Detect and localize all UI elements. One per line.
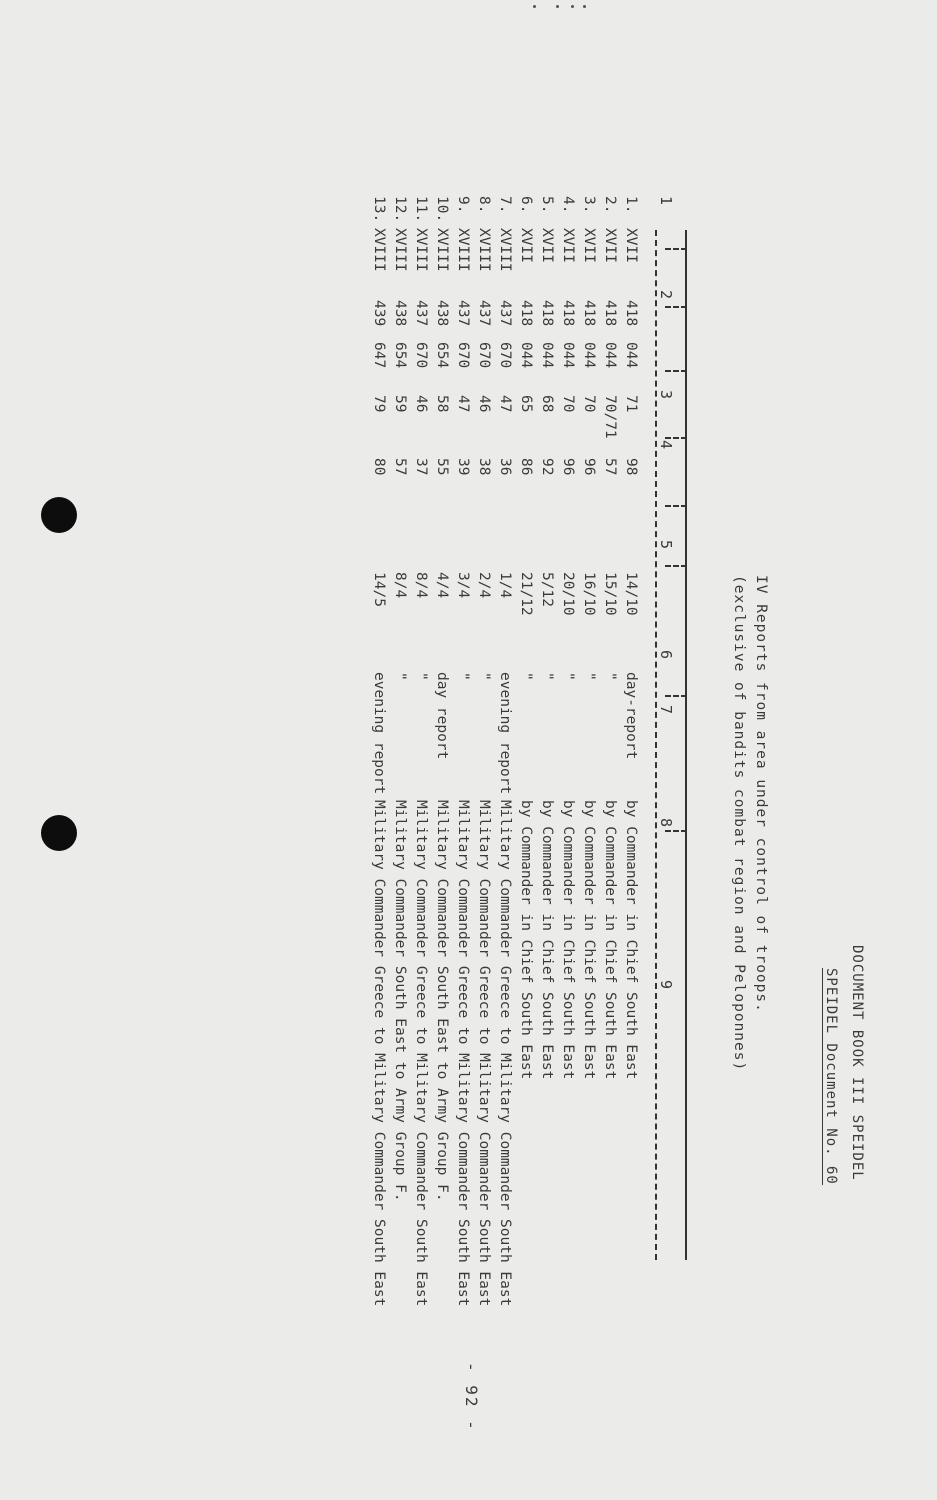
cell-type: evening report [371, 672, 387, 795]
cell-c6: 55 [434, 458, 450, 476]
cell-date: 21/12 [518, 572, 534, 616]
cell-c5: 47 [455, 395, 471, 413]
cell-c6: 38 [476, 458, 492, 476]
document-number-heading: SPEIDEL Document No. 60 [823, 968, 839, 1185]
cell-corps: XVIII [455, 228, 471, 272]
cell-date: 8/4 [413, 572, 429, 599]
cell-div: 418 [518, 300, 534, 327]
cell-date: 8/4 [392, 572, 408, 599]
cell-date: 5/12 [539, 572, 555, 607]
cell-reg: 670 [455, 342, 471, 369]
column-divider [665, 565, 687, 567]
cell-c5: 46 [476, 395, 492, 413]
cell-div: 437 [413, 300, 429, 327]
cell-reg: 670 [476, 342, 492, 369]
cell-c6: 57 [602, 458, 618, 476]
cell-by: Military Commander Greece to Military Commander South East [497, 800, 513, 1307]
cell-reg: 044 [602, 342, 618, 369]
cell-date: 14/10 [623, 572, 639, 616]
cell-by: Military Commander South East to Army Group F. [392, 800, 408, 1202]
page-number: - 92 - [462, 1362, 481, 1432]
cell-reg: 044 [518, 342, 534, 369]
cell-c5: 79 [371, 395, 387, 413]
cell-corps: XVII [560, 228, 576, 263]
cell-c5: 47 [497, 395, 513, 413]
cell-reg: 044 [581, 342, 597, 369]
cell-by: by Commander in Chief South East [539, 800, 555, 1080]
cell-div: 418 [581, 300, 597, 327]
cell-type: " [581, 672, 597, 681]
cell-date: 4/4 [434, 572, 450, 599]
column-number: 7 [657, 705, 675, 715]
table-header-rule [655, 230, 657, 1260]
cell-date: 20/10 [560, 572, 576, 616]
cell-by: Military Commander Greece to Military Commander South East [476, 800, 492, 1307]
cell-c6: 96 [581, 458, 597, 476]
section-title: IV Reports from area under control of troops. [753, 575, 769, 1013]
column-number: 2 [657, 290, 675, 300]
cell-c5: 70 [560, 395, 576, 413]
cell-reg: 670 [413, 342, 429, 369]
cell-div: 438 [434, 300, 450, 327]
cell-corps: XVII [539, 228, 555, 263]
cell-corps: XVIII [497, 228, 513, 272]
cell-date: 15/10 [602, 572, 618, 616]
column-number: 9 [657, 980, 675, 990]
column-divider [665, 370, 687, 372]
column-divider [665, 505, 687, 507]
cell-c6: 39 [455, 458, 471, 476]
cell-by: Military Commander Greece to Military Commander South East [455, 800, 471, 1307]
cell-date: 3/4 [455, 572, 471, 599]
cell-date: 16/10 [581, 572, 597, 616]
cell-div: 418 [539, 300, 555, 327]
cell-c5: 71 [623, 395, 639, 413]
cell-no: 8. [476, 196, 492, 214]
cell-c5: 59 [392, 395, 408, 413]
column-divider [665, 437, 687, 439]
cell-by: by Commander in Chief South East [602, 800, 618, 1080]
cell-c6: 96 [560, 458, 576, 476]
cell-c6: 86 [518, 458, 534, 476]
cell-type: " [539, 672, 555, 681]
cell-no: 1. [623, 196, 639, 214]
cell-div: 438 [392, 300, 408, 327]
cell-reg: 044 [539, 342, 555, 369]
cell-c5: 46 [413, 395, 429, 413]
column-number: 4 [657, 440, 675, 450]
cell-div: 439 [371, 300, 387, 327]
cell-type: day-report [623, 672, 639, 760]
cell-by: by Commander in Chief South East [518, 800, 534, 1080]
cell-type: " [476, 672, 492, 681]
cell-c5: 65 [518, 395, 534, 413]
cell-reg: 647 [371, 342, 387, 369]
cell-corps: XVII [581, 228, 597, 263]
cell-div: 437 [497, 300, 513, 327]
column-number: 1 [657, 196, 675, 206]
column-number: 6 [657, 650, 675, 660]
cell-no: 12. [392, 196, 408, 223]
cell-div: 418 [623, 300, 639, 327]
cell-date: 2/4 [476, 572, 492, 599]
cell-c5: 58 [434, 395, 450, 413]
column-divider [665, 695, 687, 697]
section-subtitle: (exclusive of bandits combat region and Peloponnes) [731, 575, 747, 1072]
cell-reg: 670 [497, 342, 513, 369]
cell-corps: XVIII [434, 228, 450, 272]
cell-reg: 044 [623, 342, 639, 369]
cell-no: 6. [518, 196, 534, 214]
cell-corps: XVIII [371, 228, 387, 272]
cell-c6: 57 [392, 458, 408, 476]
cell-by: by Commander in Chief South East [581, 800, 597, 1080]
cell-div: 437 [476, 300, 492, 327]
cell-no: 4. [560, 196, 576, 214]
cell-corps: XVII [602, 228, 618, 263]
cell-by: Military Commander South East to Army Group F. [434, 800, 450, 1202]
cell-type: " [455, 672, 471, 681]
cell-by: by Commander in Chief South East [560, 800, 576, 1080]
cell-corps: XVIII [413, 228, 429, 272]
cell-corps: XVIII [392, 228, 408, 272]
cell-c5: 70 [581, 395, 597, 413]
cell-date: 14/5 [371, 572, 387, 607]
column-divider [665, 830, 687, 832]
cell-div: 437 [455, 300, 471, 327]
cell-div: 418 [560, 300, 576, 327]
cell-c6: 92 [539, 458, 555, 476]
cell-no: 10. [434, 196, 450, 223]
cell-corps: XVII [518, 228, 534, 263]
cell-type: " [560, 672, 576, 681]
cell-by: Military Commander Greece to Military Commander South East [413, 800, 429, 1307]
cell-c6: 36 [497, 458, 513, 476]
cell-type: " [518, 672, 534, 681]
cell-no: 7. [497, 196, 513, 214]
cell-corps: XVIII [476, 228, 492, 272]
cell-c6: 98 [623, 458, 639, 476]
cell-no: 13. [371, 196, 387, 223]
cell-by: by Commander in Chief South East [623, 800, 639, 1080]
column-number: 3 [657, 390, 675, 400]
cell-type: " [413, 672, 429, 681]
cell-reg: 654 [434, 342, 450, 369]
cell-type: evening report [497, 672, 513, 795]
document-book-heading: DOCUMENT BOOK III SPEIDEL [849, 945, 865, 1181]
column-number: 5 [657, 540, 675, 550]
cell-reg: 044 [560, 342, 576, 369]
cell-c5: 70/71 [602, 395, 618, 439]
cell-type: " [392, 672, 408, 681]
cell-no: 2. [602, 196, 618, 214]
cell-c6: 80 [371, 458, 387, 476]
cell-by: Military Commander Greece to Military Commander South East [371, 800, 387, 1307]
cell-date: 1/4 [497, 572, 513, 599]
cell-no: 3. [581, 196, 597, 214]
cell-no: 11. [413, 196, 429, 223]
cell-c5: 68 [539, 395, 555, 413]
column-number: 8 [657, 818, 675, 828]
cell-no: 9. [455, 196, 471, 214]
cell-div: 418 [602, 300, 618, 327]
table-top-rule [685, 230, 687, 1260]
column-divider [665, 248, 687, 250]
cell-reg: 654 [392, 342, 408, 369]
column-divider [665, 306, 687, 308]
cell-corps: XVII [623, 228, 639, 263]
cell-type: day report [434, 672, 450, 760]
cell-c6: 37 [413, 458, 429, 476]
cell-no: 5. [539, 196, 555, 214]
cell-type: " [602, 672, 618, 681]
